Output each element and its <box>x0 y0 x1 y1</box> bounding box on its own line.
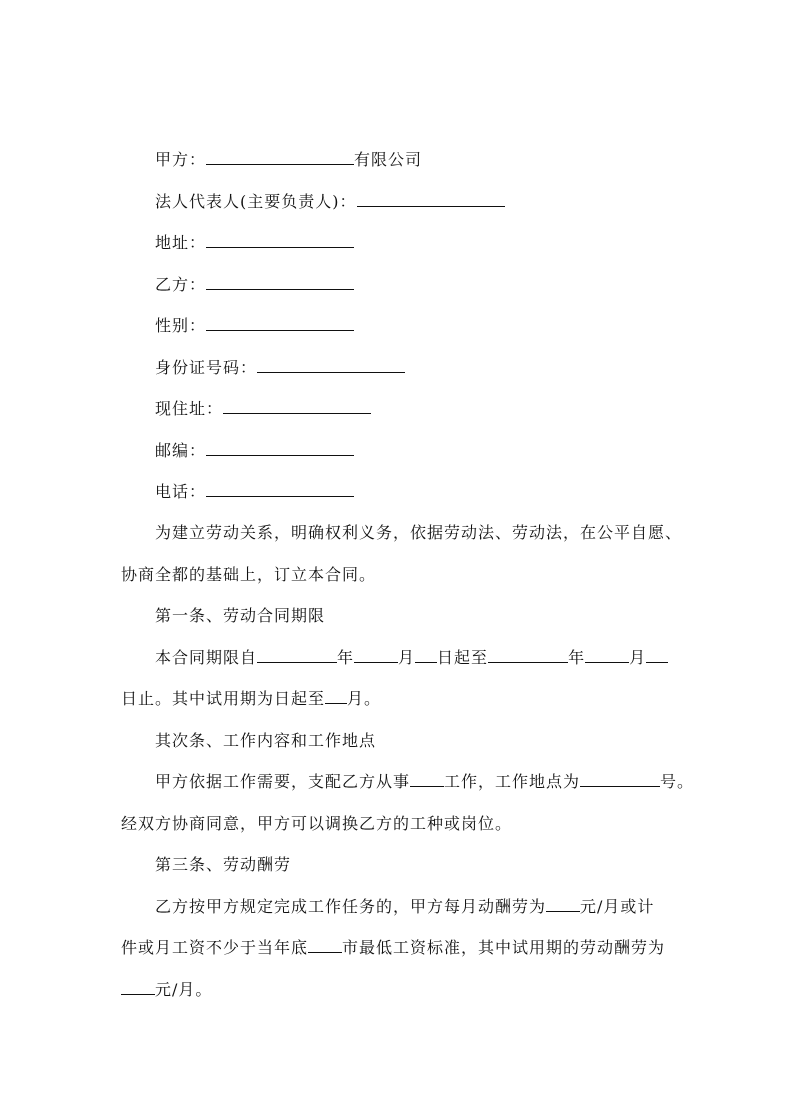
article1-end-month-label: 月 <box>629 648 647 667</box>
gender-label: 性别： <box>155 316 207 335</box>
phone-label: 电话： <box>155 482 207 501</box>
article3-line-3 <box>121 980 212 1000</box>
party-a-label: 甲方： <box>155 150 207 169</box>
article2-text-start: 甲方依据工作需要，支配乙方从事 <box>155 772 411 791</box>
article3-title: 第三条、劳动酬劳 <box>155 855 292 874</box>
start-year-blank[interactable] <box>257 648 337 663</box>
article3-unit-2: 元/月。 <box>155 980 213 999</box>
city-blank[interactable] <box>308 938 342 953</box>
end-month-blank[interactable] <box>585 648 629 663</box>
party-a-line <box>155 150 422 170</box>
gender-line <box>155 316 354 336</box>
postcode-line <box>155 441 354 461</box>
start-day-blank[interactable] <box>415 648 437 663</box>
article1-year-label: 年 <box>337 648 355 667</box>
start-month-blank[interactable] <box>354 648 398 663</box>
article1-month-label: 月 <box>398 648 416 667</box>
article2-title: 其次条、工作内容和工作地点 <box>155 731 377 750</box>
party-b-line <box>155 275 354 295</box>
article2-text-end: 号。 <box>660 772 695 791</box>
article2-line-1 <box>155 772 694 792</box>
article3-text-start: 乙方按甲方规定完成工作任务的，甲方每月动酬劳为 <box>155 897 547 916</box>
article3-line-1 <box>155 897 654 917</box>
id-number-label: 身份证号码： <box>155 358 258 377</box>
party-a-suffix: 有限公司 <box>354 150 423 169</box>
article1-line-1 <box>155 648 668 668</box>
probation-blank[interactable] <box>325 689 347 704</box>
party-b-blank[interactable] <box>206 275 354 290</box>
current-address-blank[interactable] <box>223 399 371 414</box>
legal-rep-line <box>155 192 505 212</box>
postcode-label: 邮编： <box>155 441 207 460</box>
end-year-blank[interactable] <box>488 648 568 663</box>
work-location-blank[interactable] <box>580 772 660 787</box>
address-blank[interactable] <box>206 233 354 248</box>
job-type-blank[interactable] <box>410 772 444 787</box>
end-day-blank[interactable] <box>646 648 668 663</box>
article1-line-2 <box>121 689 381 709</box>
current-address-line <box>155 399 371 419</box>
postcode-blank[interactable] <box>206 441 354 456</box>
current-address-label: 现住址： <box>155 399 224 418</box>
id-number-line <box>155 358 405 378</box>
article3-text-mid-2: 市最低工资标准，其中试用期的劳动酬劳为 <box>342 938 666 957</box>
id-number-blank[interactable] <box>257 358 405 373</box>
article3-text-mid: 件或月工资不少于当年底 <box>121 938 309 957</box>
article1-probation-text: 日止。其中试用期为日起至 <box>121 689 326 708</box>
address-label: 地址： <box>155 233 207 252</box>
intro-line-1: 为建立劳动关系，明确权利义务，依据劳动法、劳动法，在公平自愿、 <box>155 523 683 542</box>
address-line <box>155 233 354 253</box>
monthly-pay-blank[interactable] <box>546 897 580 912</box>
article1-title: 第一条、劳动合同期限 <box>155 606 326 625</box>
legal-rep-label: 法人代表人(主要负责人)： <box>155 192 357 211</box>
legal-rep-blank[interactable] <box>357 192 505 207</box>
article1-probation-end: 月。 <box>347 689 382 708</box>
probation-pay-blank[interactable] <box>121 980 155 995</box>
party-b-label: 乙方： <box>155 275 207 294</box>
article1-end-year-label: 年 <box>568 648 586 667</box>
article3-line-2 <box>121 938 665 958</box>
phone-line <box>155 482 354 502</box>
article1-text-start: 本合同期限自 <box>155 648 258 667</box>
phone-blank[interactable] <box>206 482 354 497</box>
gender-blank[interactable] <box>206 316 354 331</box>
article2-text-mid: 工作，工作地点为 <box>444 772 581 791</box>
article1-day-label: 日起至 <box>437 648 489 667</box>
intro-line-2: 协商全都的基础上，订立本合同。 <box>121 565 377 584</box>
article3-unit-1: 元/月或计 <box>580 897 655 916</box>
party-a-blank[interactable] <box>206 150 354 165</box>
article2-line-2: 经双方协商同意，甲方可以调换乙方的工种或岗位。 <box>121 814 513 833</box>
